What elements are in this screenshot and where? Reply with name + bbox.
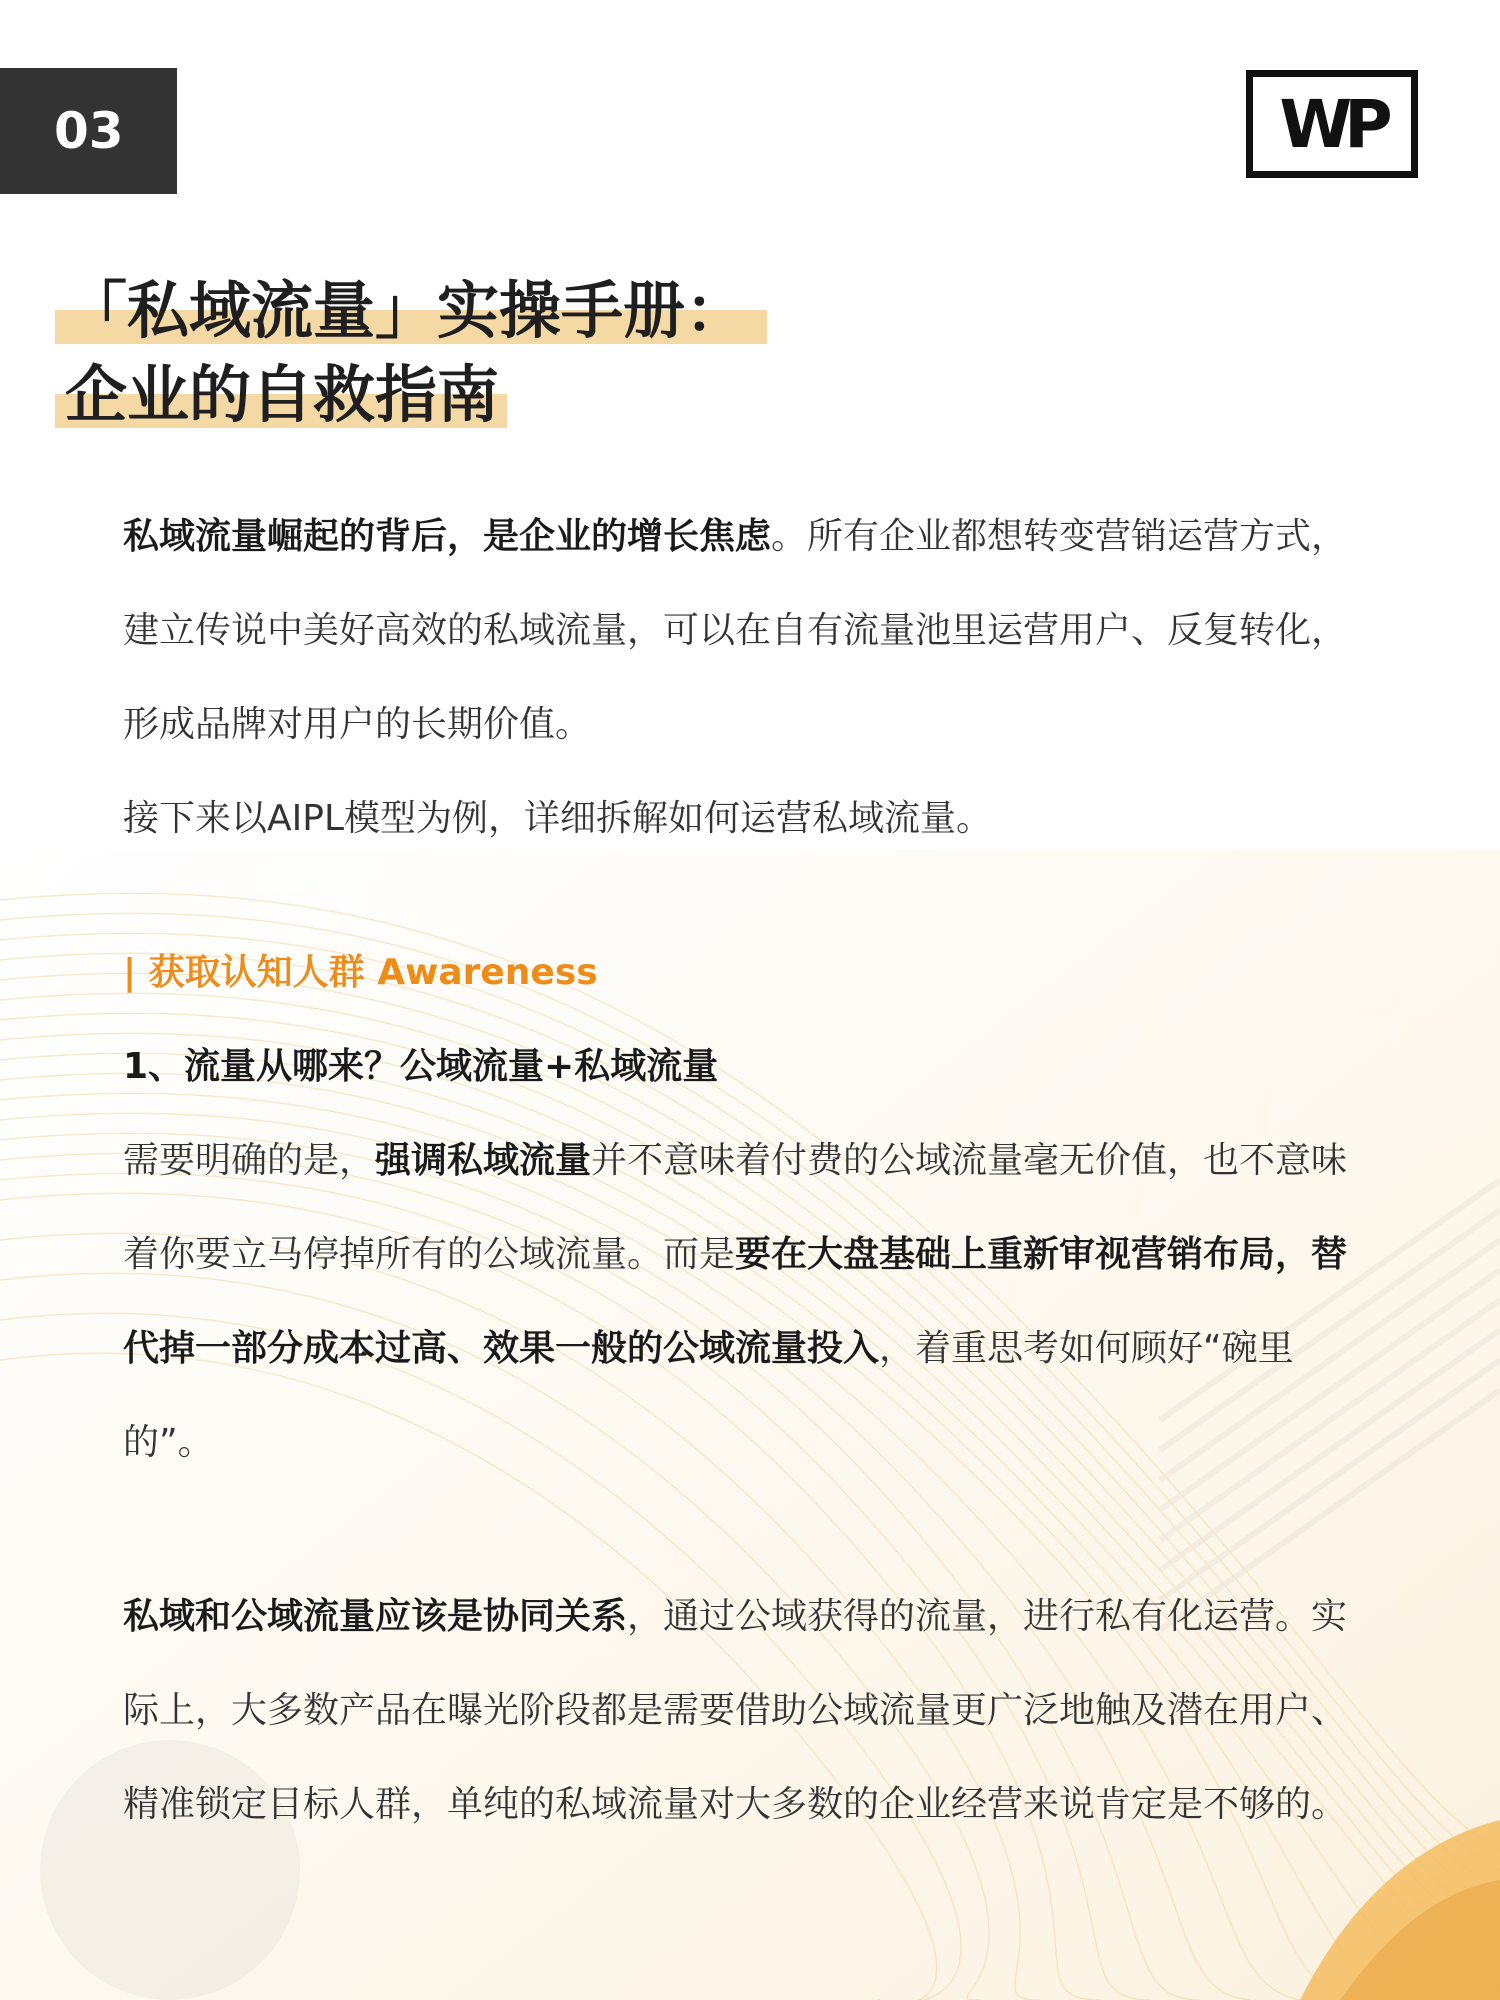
p3-text-c: 并不意味着付费的公域流量毫无价值，也不意味着你要立马停掉所有的公域流量。而是 [123, 1140, 1348, 1275]
intro-paragraph-2 [123, 772, 1353, 866]
body-paragraph-1 [123, 1114, 1353, 1490]
intro-paragraph [123, 490, 1353, 772]
intro-bold-text: 私域流量崛起的背后，是企业的增长焦虑 [123, 516, 772, 557]
article-body [123, 490, 1353, 1852]
p3-text-e: ，着重思考如何顾好“碗里的”。 [123, 1328, 1294, 1463]
p3-text-a: 需要明确的是， [123, 1140, 376, 1181]
intro-text: 。所有企业都想转变营销运营方式，建立传说中美好高效的私域流量，可以在自有流量池里运营用户、反复转化，形成品牌对用户的长期价值。 [123, 516, 1348, 745]
wp-logo [1246, 70, 1418, 178]
p4-bold: 私域和公域流量应该是协同关系 [123, 1596, 628, 1637]
title-line-2: 企业的自救指南 [55, 356, 507, 434]
body-paragraph-2 [123, 1570, 1353, 1852]
section-heading: | 获取认知人群 Awareness [123, 952, 598, 993]
p3-bold-b: 强调私域流量 [375, 1140, 592, 1181]
logo-text: WP [1279, 85, 1385, 163]
page-title [55, 272, 755, 440]
page-number: 03 [54, 102, 124, 160]
intro-text-2: 接下来以AIPL模型为例，详细拆解如何运营私域流量。 [123, 798, 993, 839]
title-line-1: 「私域流量」实操手册： [55, 272, 755, 350]
page-number-badge [0, 68, 177, 194]
p3-bold-d: 要在大盘基础上重新审视营销布局，替代掉一部分成本过高、效果一般的公域流量投入 [123, 1234, 1348, 1369]
paragraph-spacer [123, 1490, 1353, 1570]
sub-heading: 1、流量从哪来？公域流量+私域流量 [123, 1046, 719, 1087]
p4-text: ，通过公域获得的流量，进行私有化运营。实际上，大多数产品在曝光阶段都是需要借助公域流量更广泛地触及潜在用户、精准锁定目标人群，单纯的私域流量对大多数的企业经营来说肯定是不够的。 [123, 1596, 1348, 1825]
